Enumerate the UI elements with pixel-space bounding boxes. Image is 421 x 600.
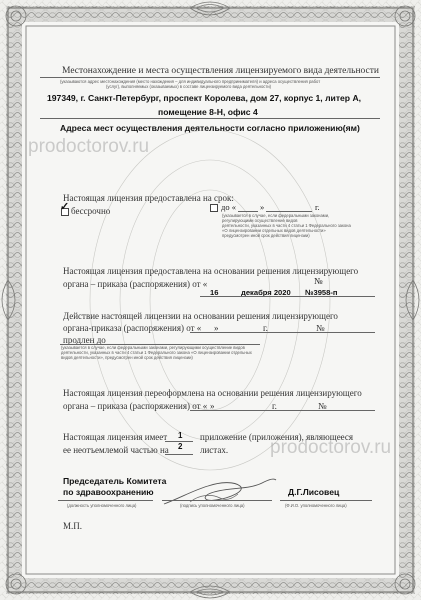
extension-note-3: видов деятельности», предусмотрен иной срок действия лицензии) [61,355,193,360]
extension-line-1: Действие настоящей лицензии на основании решения лицензирующего [63,311,338,321]
reissue-line-2-prefix: органа – приказа (распоряжения) от « [63,401,208,411]
attachments-line-1-suffix: приложение (приложения), являющееся [200,432,354,442]
grant-number-label: № [314,276,323,286]
reissue-rule [190,410,375,411]
reissue-day-close: » [210,401,215,411]
until-note-1: (указывается в случае, если федеральными законами, [222,213,330,218]
reissue-line-1: Настоящая лицензия переоформлена на основании решения лицензирующего [63,388,362,398]
location-rule [40,77,380,78]
extension-day-close: » [214,323,219,333]
grant-day: 16 [210,288,219,297]
grant-rule [200,296,375,297]
extension-line-2-prefix: органа-приказа (распоряжения) от « [63,323,202,333]
signature-rule [162,500,272,501]
extension-note-1: (указывается в случае, если федеральными законами, регулирующими осуществление видов [61,345,245,350]
location-note-2: (услуг), выполняемых (оказываемых) в составе лицензируемого вида деятельности) [106,84,272,89]
address-rule [40,118,380,119]
signer-title-line-2: по здравоохранению [63,487,154,497]
grant-line-2-prefix: органа – приказа (распоряжения) от « [63,279,208,289]
until-note-2: регулирующими осуществление видов [222,218,298,223]
attachments-sheets-rule [165,454,193,455]
address-line-1: 197349, г. Санкт-Петербург, проспект Королева, дом 27, корпус 1, литер А, [47,93,362,103]
location-note-1: (указываются адрес местонахождения (место нахождения – для индивидуального предпринимателя) и адреса осуществления работ [60,79,321,84]
attachments-sheets: 2 [178,442,183,451]
extension-year: г. [263,323,268,333]
until-day-close: » [260,202,265,212]
watermark-bottom: prodoctorov.ru [270,437,392,458]
attachments-line-2-suffix: листах. [200,445,229,455]
appendix-line: Адреса мест осуществления деятельности согласно приложению(ям) [60,123,360,133]
until-note-4: «О лицензировании отдельных видов деятельности» [222,228,326,233]
reissue-number-label: № [318,401,327,411]
attachments-line-2-prefix: ее неотъемлемой частью на [63,445,169,455]
extension-rule [190,332,375,333]
until-month-rule [266,211,312,212]
indefinite-label: бессрочно [71,206,111,216]
until-note-5: предусмотрен иной срок действия лицензии) [222,233,310,238]
extension-line-3: продлен до [63,335,106,345]
reissue-year: г. [272,401,277,411]
address-line-2: помещение 8-Н, офис 4 [158,107,258,117]
position-rule [58,500,153,501]
term-heading: Настоящая лицензия предоставлена на срок: [63,193,234,203]
grant-line-1: Настоящая лицензия предоставлена на основании решения лицензирующего [63,266,359,276]
until-checkbox[interactable] [210,204,218,212]
grant-number: №3958-п [305,288,338,297]
attachments-count: 1 [178,431,183,440]
caption-position: (должность уполномоченного лица) [67,503,137,508]
location-header: Местонахождение и места осуществления лицензируемого вида деятельности [62,66,379,76]
signer-title-line-1: Председатель Комитета [63,476,167,486]
caption-signature: (подпись уполномоченного лица) [180,503,245,508]
caption-name: (Ф.И.О. уполномоченного лица) [285,503,347,508]
watermark-top: prodoctorov.ru [28,136,150,157]
until-note-3: деятельности, указанных в части 4 статьи 1 Федерального закона [222,223,351,228]
checkmark-icon: ✓ [60,201,70,213]
name-rule [280,500,372,501]
signer-name: Д.Г.Лисовец [288,487,340,497]
seal-label: М.П. [63,521,83,531]
until-label: до « [221,202,236,212]
attachments-line-1-prefix: Настоящая лицензия имеет [63,432,168,442]
extension-number-label: № [316,323,325,333]
grant-month-year: декабря 2020 [241,288,291,297]
until-day-rule [238,211,258,212]
extension-note-2: деятельности, указанных в части 4 статьи 1 Федерального закона «О лицензировании отдельных [61,350,252,355]
until-year-suffix: г. [315,202,320,212]
